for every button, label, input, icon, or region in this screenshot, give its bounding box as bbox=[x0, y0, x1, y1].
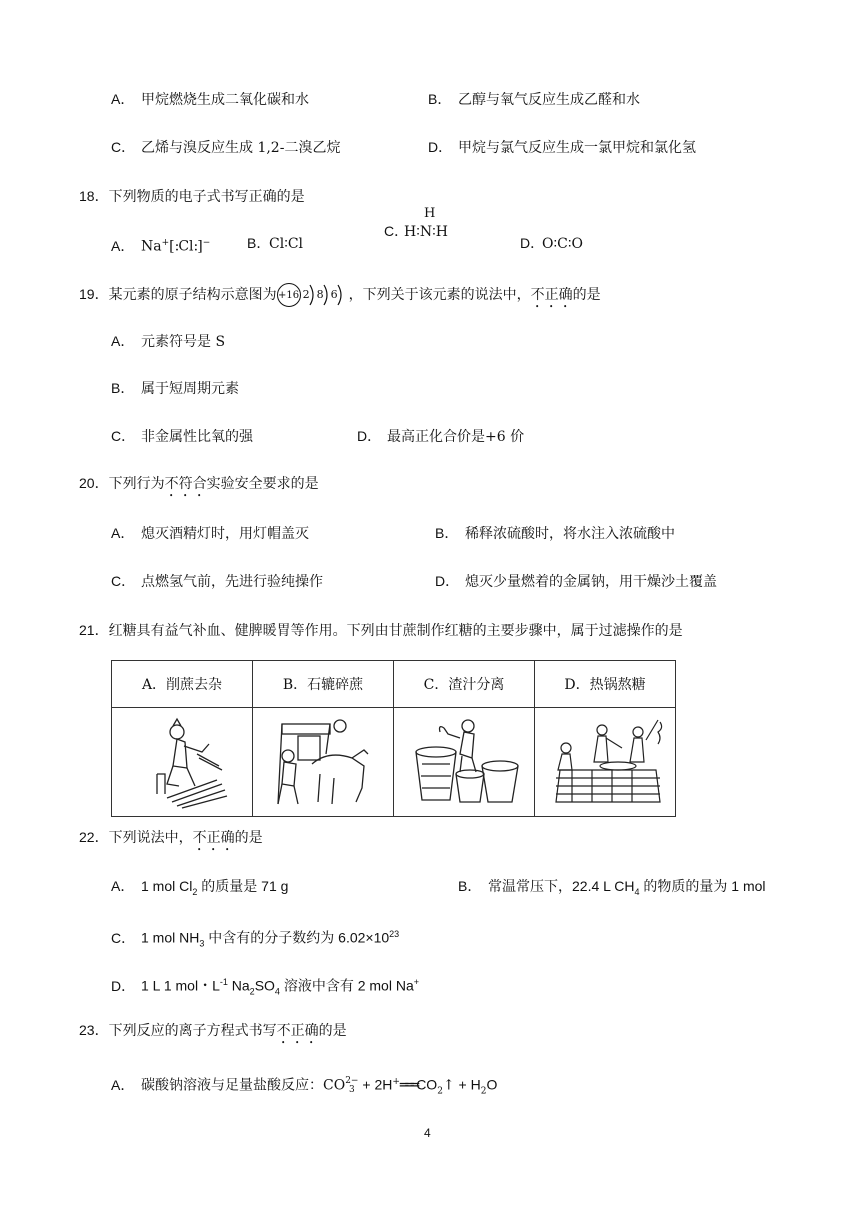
superscript: 23 bbox=[389, 929, 400, 939]
subscript: 3 bbox=[199, 938, 205, 949]
option-text: 中含有的分子数约为 6.02×10 bbox=[204, 929, 390, 946]
q19-option-d bbox=[357, 426, 524, 447]
chlorine-formula: Cl∶Cl bbox=[269, 236, 304, 252]
question-number: 21． bbox=[79, 622, 109, 638]
option-text: + 2H bbox=[358, 1076, 393, 1093]
option-letter: A． bbox=[111, 1076, 135, 1093]
question-text: 的是 bbox=[234, 830, 263, 846]
atomic-structure-diagram bbox=[277, 282, 349, 308]
option-letter: C． bbox=[384, 223, 409, 239]
q18-option-b bbox=[247, 233, 303, 254]
option-letter: D． bbox=[520, 235, 545, 251]
option-letter: D． bbox=[357, 428, 382, 444]
question-text: 实验安全要求的是 bbox=[206, 476, 319, 492]
option-text: CO bbox=[416, 1076, 438, 1093]
option-text: 最高正化合价是+6 价 bbox=[387, 429, 525, 445]
step-header-d: D．热锅熬糖 bbox=[535, 661, 676, 708]
option-letter: A． bbox=[111, 91, 135, 107]
question-text: 的是 bbox=[318, 1023, 347, 1039]
option-text: 元素符号是 S bbox=[141, 334, 226, 350]
option-letter: C． bbox=[111, 573, 136, 589]
option-text: 熄灭酒精灯时，用灯帽盖灭 bbox=[141, 526, 309, 542]
option-text: 的物质的量为 1 mol bbox=[639, 878, 766, 894]
q17-option-a bbox=[111, 89, 309, 110]
option-letter: A． bbox=[111, 333, 135, 349]
q20-option-c bbox=[111, 571, 323, 592]
carbonate-charge: 2− 3 bbox=[345, 1075, 359, 1095]
option-text: 碳酸钠溶液与足量盐酸反应：CO bbox=[141, 1077, 346, 1094]
option-letter: A． bbox=[111, 878, 135, 894]
q22-option-d bbox=[111, 972, 419, 1001]
subscript: 4 bbox=[274, 986, 280, 997]
q17-option-c bbox=[111, 137, 340, 158]
option-text: Na bbox=[227, 977, 250, 994]
question-text: 红糖具有益气补血、健脾暖胃等作用。下列由甘蔗制作红糖的主要步骤中，属于过滤操作的是 bbox=[108, 623, 683, 639]
subscript: 2 bbox=[480, 1086, 487, 1097]
option-text: 甲烷与氯气反应生成一氯甲烷和氯化氢 bbox=[458, 140, 696, 156]
option-text: O bbox=[486, 1076, 498, 1093]
option-text: 属于短周期元素 bbox=[141, 381, 239, 397]
option-text: SO bbox=[254, 977, 275, 994]
q19-option-a bbox=[111, 331, 225, 352]
page-number: 4 bbox=[424, 1126, 431, 1140]
option-letter: A． bbox=[111, 525, 135, 541]
option-letter: B． bbox=[247, 235, 271, 251]
stone-roller-illustration bbox=[268, 714, 378, 810]
electron-shells-arcs bbox=[277, 282, 349, 308]
ammonia-formula: H∶N∶H bbox=[404, 224, 448, 240]
question-text: 下列行为 bbox=[108, 476, 165, 492]
emphasis-text: 不正确 bbox=[192, 830, 235, 846]
option-text: 1 mol NH bbox=[141, 929, 200, 946]
q18-option-a bbox=[111, 233, 210, 257]
subscript: 4 bbox=[634, 886, 640, 897]
emphasis-text: 不符合 bbox=[164, 476, 207, 492]
question-number: 22． bbox=[79, 829, 109, 845]
superscript: + bbox=[392, 1077, 400, 1087]
positive-charge: + bbox=[161, 238, 170, 248]
option-letter: C． bbox=[111, 929, 136, 946]
gas-arrow: ↑ bbox=[442, 1077, 455, 1094]
q19-option-b bbox=[111, 378, 239, 399]
question-number: 19． bbox=[79, 286, 109, 302]
q21-stem bbox=[79, 620, 683, 641]
question-text: 下列物质的电子式书写正确的是 bbox=[108, 189, 305, 205]
emphasis-text: 不正确 bbox=[530, 287, 573, 303]
equals-sign: ═══ bbox=[399, 1077, 417, 1094]
q22-option-b bbox=[458, 876, 766, 902]
option-letter: B． bbox=[435, 525, 459, 541]
step-header-c: C．渣汁分离 bbox=[394, 661, 535, 708]
q20-option-d bbox=[435, 571, 717, 592]
subscript: 2 bbox=[249, 986, 255, 997]
option-letter: B． bbox=[111, 380, 135, 396]
q20-option-b bbox=[435, 523, 675, 544]
subscript: 2 bbox=[192, 886, 198, 897]
step-image-b bbox=[253, 708, 394, 817]
question-number: 18． bbox=[79, 188, 109, 204]
sugar-making-steps-table bbox=[111, 660, 676, 817]
nucleus: +16 bbox=[277, 283, 301, 307]
q20-option-a bbox=[111, 523, 309, 544]
option-text: 乙醇与氧气反应生成乙醛和水 bbox=[458, 92, 640, 108]
option-text: 的质量是 71 g bbox=[197, 878, 289, 894]
q19-option-c bbox=[111, 426, 253, 447]
option-letter: D． bbox=[428, 139, 453, 155]
emphasis-text: 不正确 bbox=[276, 1023, 319, 1039]
option-text: + H bbox=[454, 1076, 481, 1093]
question-number: 20． bbox=[79, 475, 109, 491]
option-letter: D． bbox=[111, 977, 136, 994]
q22-stem bbox=[79, 827, 263, 854]
q18-option-c bbox=[384, 221, 448, 242]
sodium-symbol: Na bbox=[141, 238, 162, 255]
option-text: 溶液中含有 2 mol Na bbox=[279, 977, 414, 994]
shell-1-count: 2 bbox=[302, 288, 310, 301]
chloride-electron-formula: [:Cl:] bbox=[169, 238, 203, 255]
option-letter: D． bbox=[435, 573, 460, 589]
question-text: 某元素的原子结构示意图为 bbox=[108, 287, 277, 303]
hydrogen-top: H bbox=[424, 206, 436, 221]
boiling-sugar-illustration bbox=[542, 714, 668, 810]
option-text: 非金属性比氧的强 bbox=[141, 429, 253, 445]
q18-stem bbox=[79, 186, 305, 207]
option-text: 1 mol Cl bbox=[141, 878, 193, 894]
question-text: 的是 bbox=[572, 287, 601, 303]
step-image-c bbox=[394, 708, 535, 817]
option-letter: B． bbox=[428, 91, 452, 107]
shell-2-count: 8 bbox=[316, 288, 324, 301]
option-text: 乙烯与溴反应生成 1,2-二溴乙烷 bbox=[141, 140, 341, 156]
step-header-b: B．石辘碎蔗 bbox=[253, 661, 394, 708]
cutting-sugarcane-illustration bbox=[127, 714, 237, 810]
step-header-a: A．削蔗去杂 bbox=[112, 661, 253, 708]
option-text: 常温常压下，22.4 L CH bbox=[488, 878, 635, 894]
question-text: 下列反应的离子方程式书写 bbox=[108, 1023, 277, 1039]
q17-option-d bbox=[428, 137, 696, 158]
q18-option-d bbox=[520, 233, 583, 254]
question-text: ，下列关于该元素的说法中， bbox=[348, 287, 531, 303]
question-number: 23． bbox=[79, 1022, 109, 1038]
superscript: + bbox=[413, 977, 420, 987]
option-letter: B． bbox=[458, 878, 482, 894]
q20-stem bbox=[79, 473, 319, 500]
q22-option-c bbox=[111, 924, 399, 953]
option-text: 点燃氢气前，先进行验纯操作 bbox=[141, 574, 323, 590]
shell-3-count: 6 bbox=[330, 288, 338, 301]
q23-stem bbox=[79, 1020, 347, 1047]
q23-option-a bbox=[111, 1072, 497, 1101]
superscript: -1 bbox=[219, 977, 228, 987]
option-text: 熄灭少量燃着的金属钠，用干燥沙土覆盖 bbox=[465, 574, 717, 590]
negative-charge: − bbox=[202, 238, 211, 248]
option-text: 甲烷燃烧生成二氧化碳和水 bbox=[141, 92, 309, 108]
step-image-a bbox=[112, 708, 253, 817]
step-image-d bbox=[535, 708, 676, 817]
option-letter: C． bbox=[111, 139, 136, 155]
question-text: 下列说法中， bbox=[108, 830, 193, 846]
carbon-dioxide-formula: O∶C∶O bbox=[542, 236, 583, 252]
subscript: 2 bbox=[437, 1086, 443, 1097]
q22-option-a bbox=[111, 876, 288, 902]
q17-option-b bbox=[428, 89, 640, 110]
option-text: 稀释浓硫酸时，将水注入浓硫酸中 bbox=[465, 526, 675, 542]
option-letter: A． bbox=[111, 237, 135, 254]
option-text: 1 L 1 mol・L bbox=[141, 977, 220, 994]
q19-stem bbox=[79, 281, 601, 311]
option-letter: C． bbox=[111, 428, 136, 444]
juice-separation-illustration bbox=[404, 714, 524, 810]
